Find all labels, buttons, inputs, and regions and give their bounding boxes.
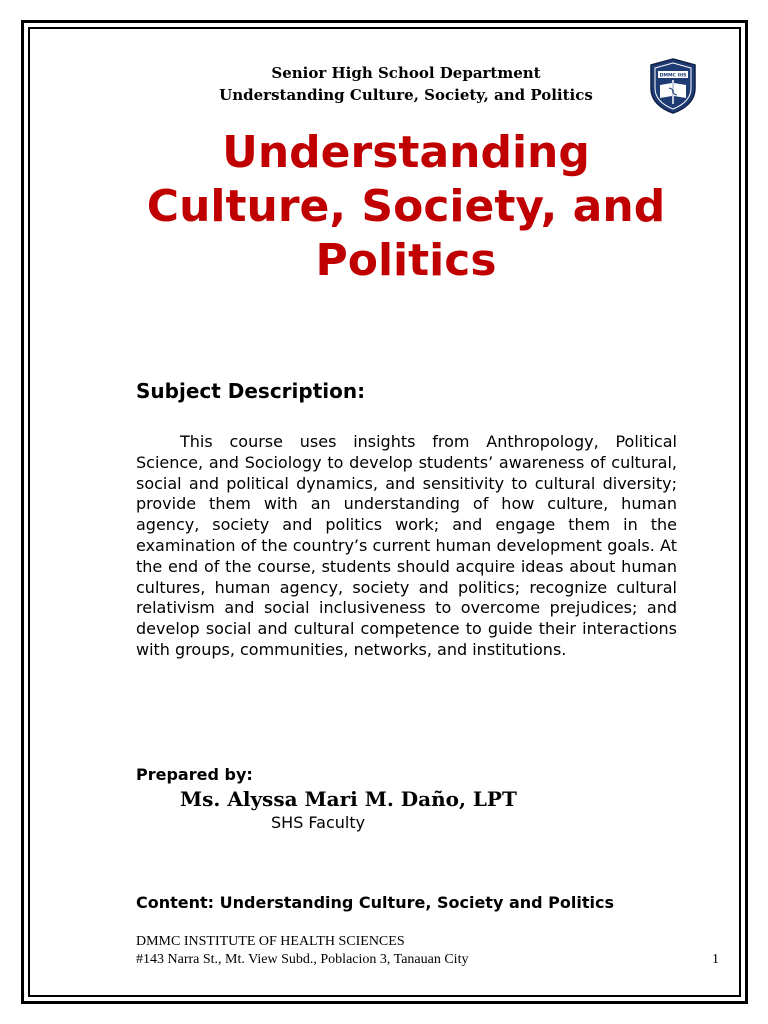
prepared-by-label: Prepared by: [136,765,253,784]
subject-description-heading: Subject Description: [136,379,366,403]
document-title [96,126,716,288]
content-line: Content: Understanding Culture, Society and Politics [136,893,614,912]
school-crest-icon [649,58,697,114]
subject-description-body: This course uses insights from Anthropology, Political Science, and Sociology to develop students’ awareness of cultural, social and political dynamics, and sensitivity to cultural diversity; provide them with an understanding of how culture, human agency, society and politics work; and engage them in the examination of the country’s current human development goals. At the end of the course, students should acquire ideas about human cultures, human agency, society and politics; recognize cultural relativism and social inclusiveness to overcome prejudices; and develop social and cultural competence to guide their interactions with groups, communities, networks, and institutions. [136,432,677,659]
title-line-1: Understanding [222,127,590,178]
subject-subheading: Understanding Culture, Society, and Politics [219,86,593,104]
title-line-2: Culture, Society, and [146,181,666,232]
page-number: 1 [712,952,719,967]
title-line-3: Politics [315,235,497,286]
department-heading: Senior High School Department [271,64,541,82]
footer-institution: DMMC INSTITUTE OF HEALTH SCIENCES [136,934,405,949]
preparer-role: SHS Faculty [271,813,366,832]
crest-text: DMMC IHS [659,73,687,79]
preparer-name: Ms. Alyssa Mari M. Daño, LPT [180,787,517,811]
footer-address: #143 Narra St., Mt. View Subd., Poblacion 3, Tanauan City [136,952,469,967]
